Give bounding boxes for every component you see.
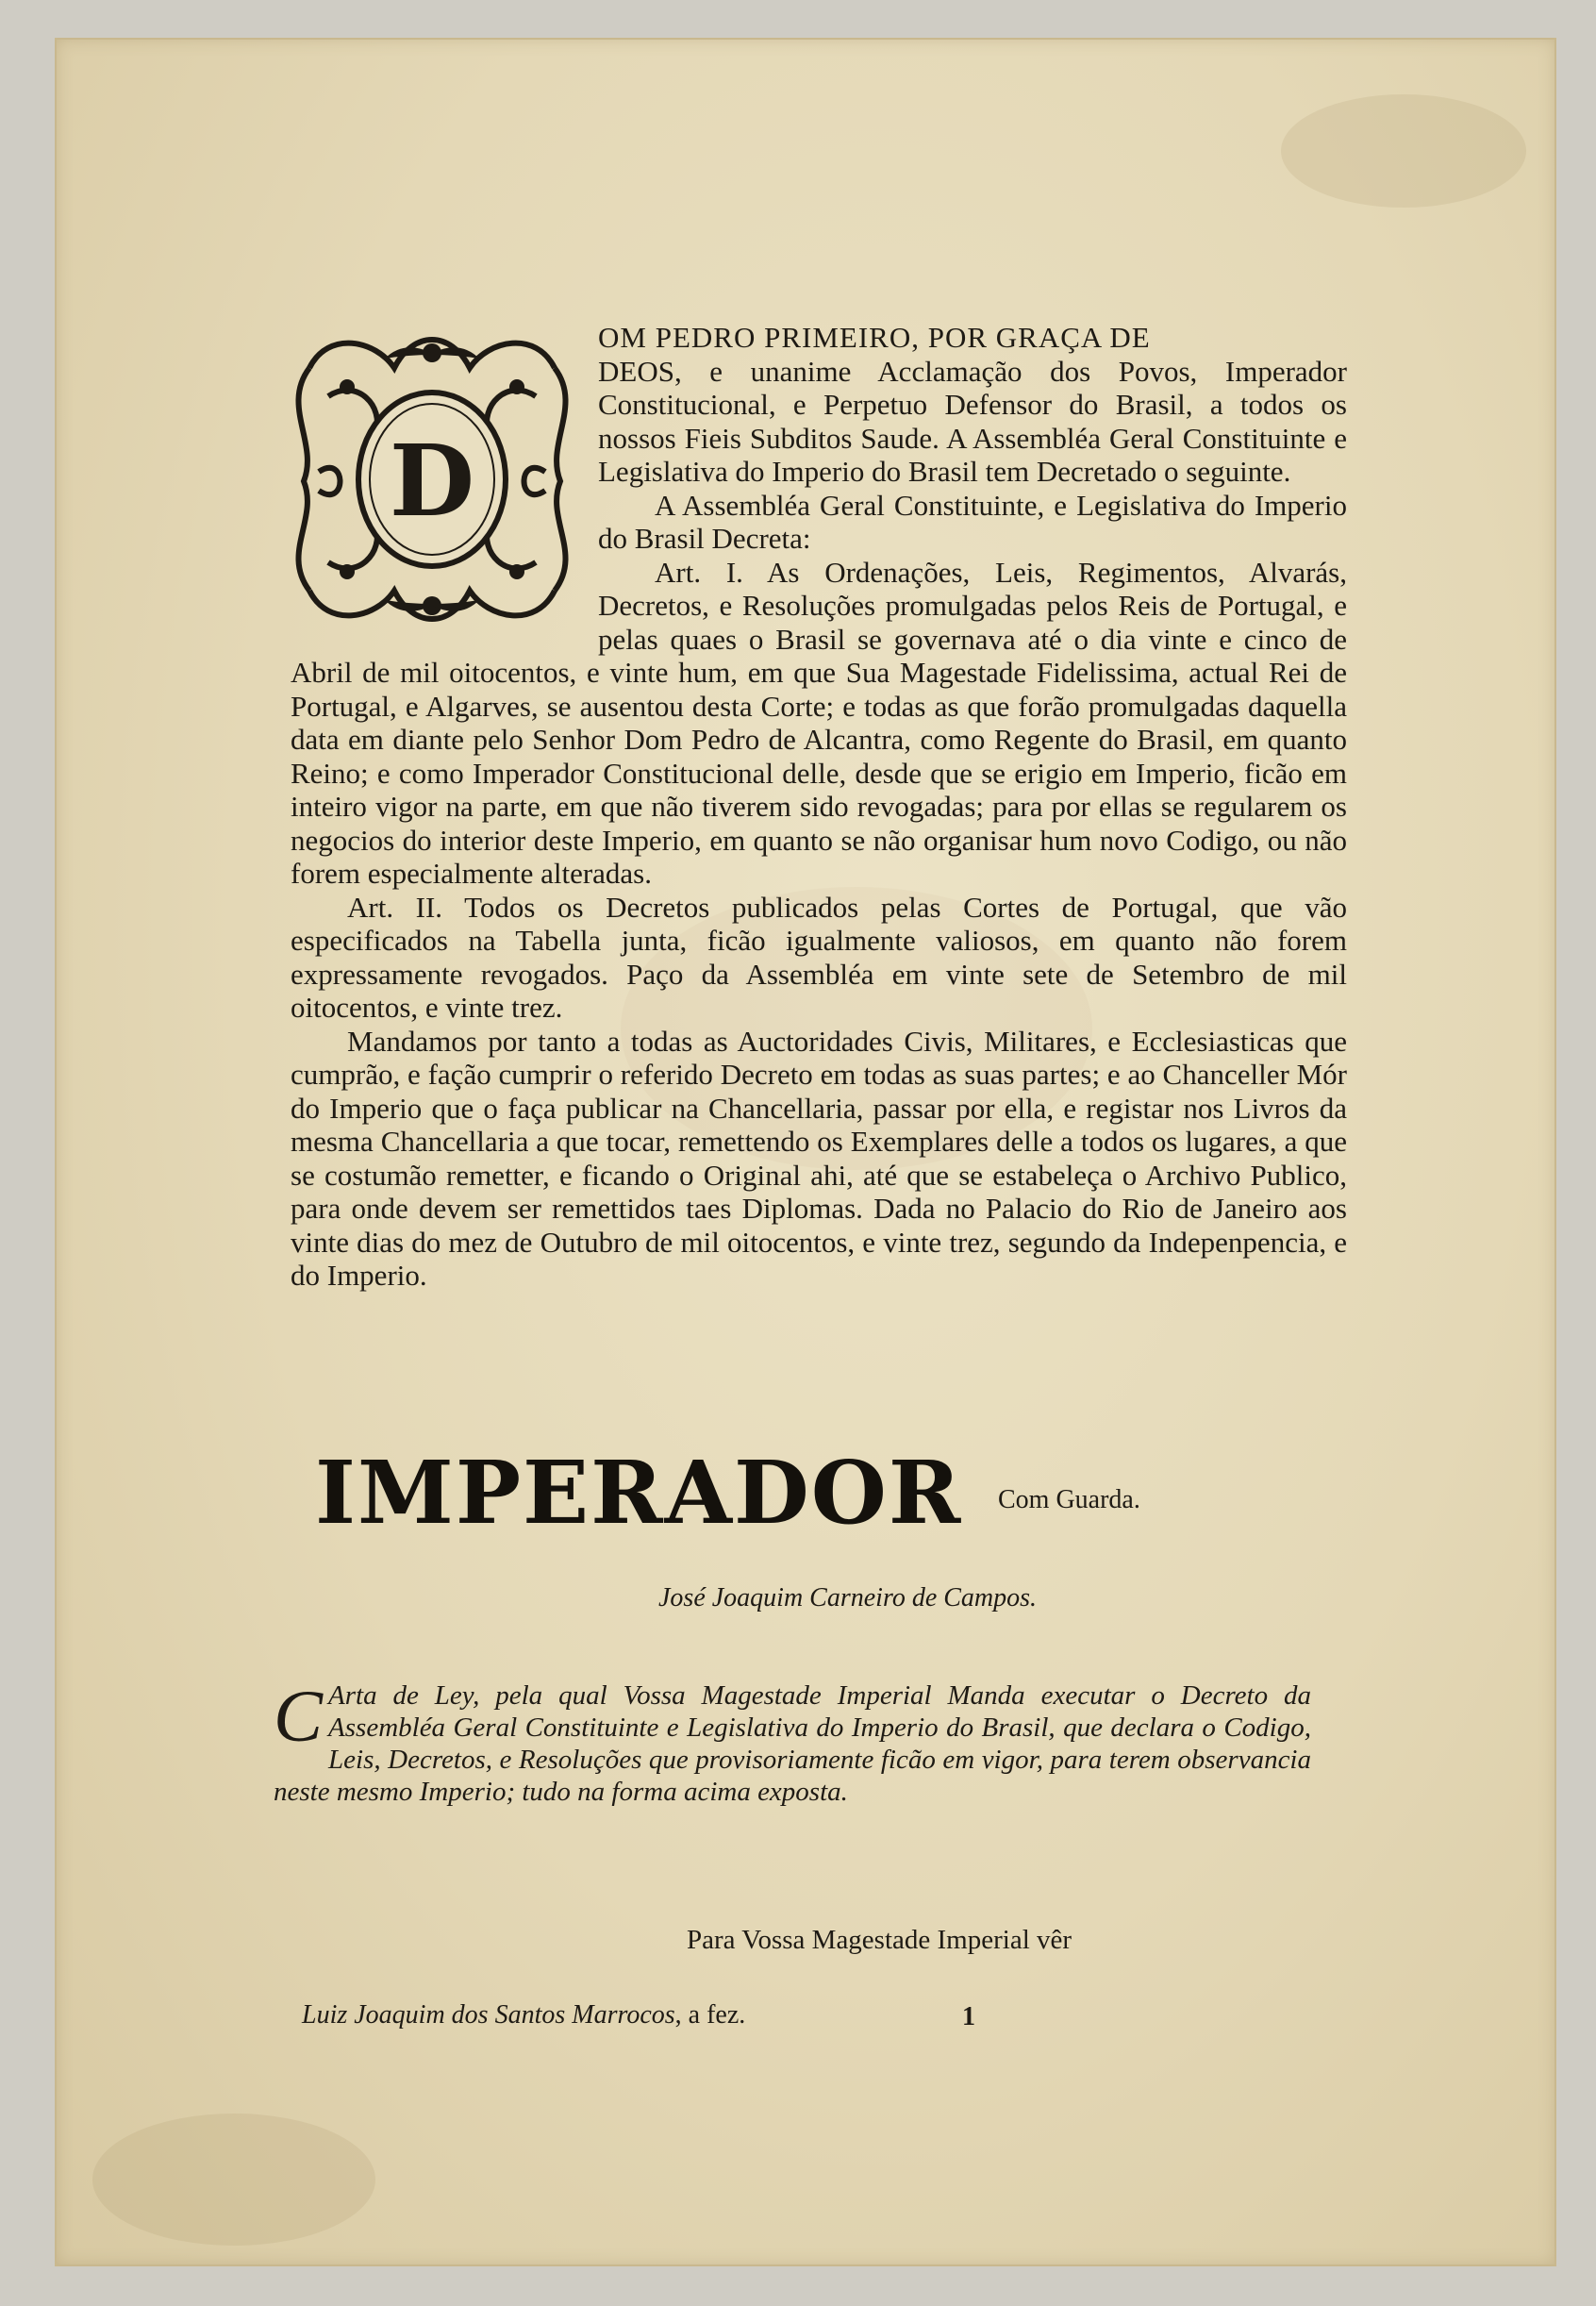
paragraph-1: DEOS, e unanime Acclamação dos Povos, Imperador Constitucional, e Perpetuo Defensor do Brasil, a todos os nossos Fieis Subditos Saude. A Assembléa Geral Constituinte e Legislativa do Imperio do Brasil tem Decretado o seguinte. [598,354,1347,488]
page-number: 1 [962,2002,975,2031]
document-page [55,38,1556,2266]
decree-body [291,321,1347,1293]
minister-signature: José Joaquim Carneiro de Campos. [658,1583,1038,1613]
ornamental-initial [291,330,577,632]
signature-note: Com Guarda. [998,1485,1140,1514]
paragraph-2: A Assembléa Geral Constituinte, e Legislativa do Imperio do Brasil Decreta: [598,488,1347,555]
drop-cap-letter: D [389,423,475,539]
mandate-paragraph: Mandamos por tanto a todas as Auctoridades Civis, Militares, e Ecclesiasticas que cumprão, e fação cumprir o referido Decreto em todas as suas partes; e ao Chanceller Mór do Imperio que o faça publicar na Chancellaria, passar por ella, e registar nos Livros da mesma Chancellaria a que tocar, remettendo os Exemplares delle a todos os lugares, a que se costumão remetter, e ficando o Original ahi, até que se estabeleça o Archivo Publico, para onde devem ser remettidos taes Diplomas. Dada no Palacio do Rio de Janeiro aos vinte dias do mez de Outubro de mil oitocentos, e vinte trez, segundo da Indepenpencia, e do Imperio. [291,1024,1347,1292]
closing-line: Para Vossa Magestade Imperial vêr [687,1925,1072,1955]
article-1: Art. I. As Ordenações, Leis, Regimentos, Alvarás, Decretos, e Resoluções promulgadas pelos Reis de Portugal, e pelas quaes o Brasil se governava até o dia vinte e cinco de Abril de mil oitocentos, e vinte hum, em que Sua Magestade Fidelissima, actual Rei de Portugal, e Algarves, se ausentou desta Corte; e todas as que forão promulgadas daquella data em diante pelo Senhor Dom Pedro de Alcantra, como Regente do Brasil, em quanto Reino; e como Imperador Constitucional delle, desde que se erigio em Imperio, ficão em inteiro vigor na parte, em que não tiverem sido revogadas; para por ellas se regularem os negocios do interior deste Imperio, em quanto se não organisar hum novo Codigo, ou não forem especialmente alteradas. [291,555,1347,890]
opening-line: OM PEDRO PRIMEIRO, POR GRAÇA DE [598,321,1151,354]
carta-text: Arta de Ley, pela qual Vossa Magestade Imperial Manda executar o Decreto da Assembléa Geral Constituinte e Legislativa do Imperio do Brasil, que declara o Codigo, Leis, Decretos, e Resoluções que provisoriamente ficão em vigor, para terem observancia neste mesmo Imperio; tudo na forma acima exposta. [274,1680,1311,1807]
carta-initial: C [274,1675,324,1757]
article-2: Art. II. Todos os Decretos publicados pelas Cortes de Portugal, que vão especificados na Tabella junta, ficão igualmente valiosos, em quanto não forem expressamente revogados. Paço da Assembléa em vinte sete de Setembro de mil oitocentos, e vinte trez. [291,890,1347,1024]
ornamental-frame-icon [291,330,574,628]
author-name: Luiz Joaquim dos Santos Marrocos [302,2000,675,2030]
carta-de-ley [274,1675,1311,1808]
author-line [302,2000,745,2030]
signature-title: IMPERADOR [315,1442,963,1544]
author-suffix: , a fez. [674,2000,746,2030]
